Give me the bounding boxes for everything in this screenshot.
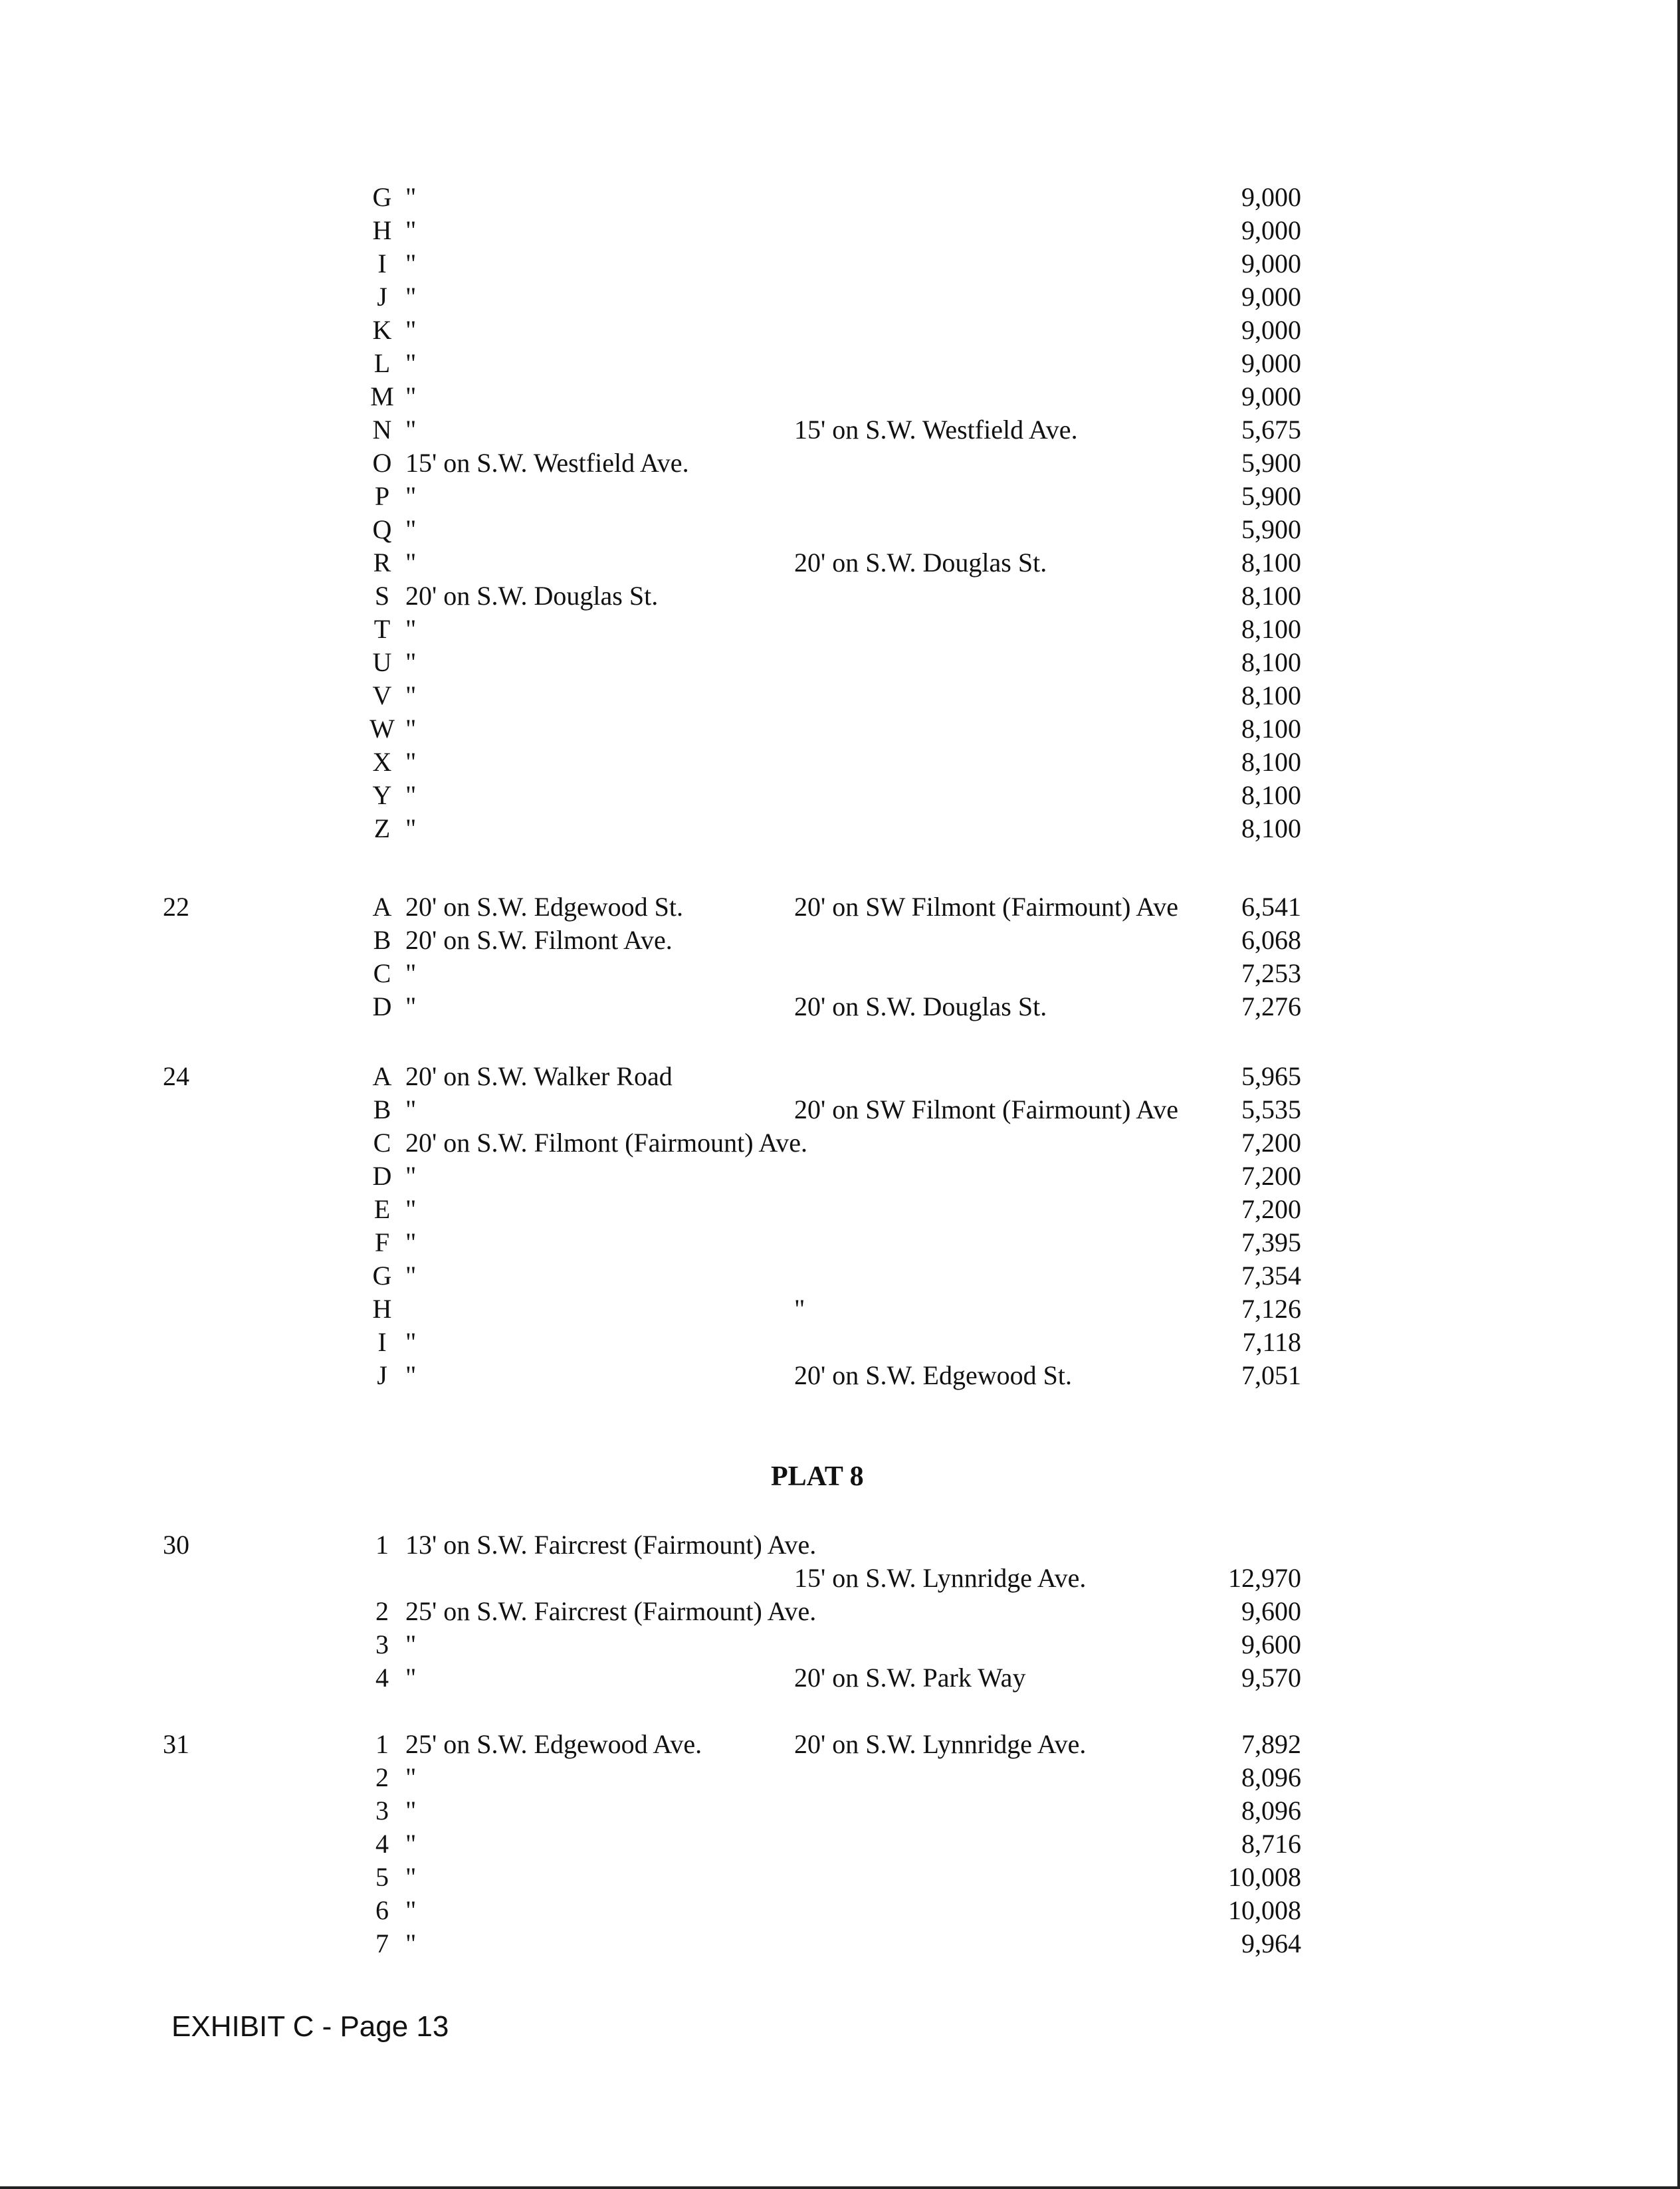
frontage-primary: "	[405, 680, 417, 710]
frontage-primary: "	[405, 1227, 417, 1257]
frontage-secondary: 20' on S.W. Lynnridge Ave.	[794, 1729, 1087, 1759]
table-row	[0, 1927, 1680, 1960]
frontage-primary: "	[405, 415, 417, 445]
lot-id: P	[374, 481, 390, 511]
frontage-primary: 20' on S.W. Walker Road	[405, 1061, 673, 1091]
lot-id: Q	[372, 514, 392, 544]
frontage-primary: 20' on S.W. Douglas St.	[405, 581, 659, 611]
table-row	[0, 1595, 1680, 1628]
lot-id: H	[372, 215, 392, 245]
table-row	[0, 712, 1680, 746]
lot-id: J	[377, 1360, 387, 1390]
frontage-secondary: 20' on SW Filmont (Fairmount) Ave	[794, 1094, 1178, 1124]
lot-id: 2	[375, 1762, 389, 1792]
table-row	[0, 924, 1680, 957]
lot-id: V	[372, 680, 392, 710]
frontage-primary: 25' on S.W. Faircrest (Fairmount) Ave.	[405, 1596, 817, 1626]
lot-id: M	[370, 381, 394, 411]
lot-area: 5,900	[1241, 514, 1301, 544]
frontage-primary: "	[405, 647, 417, 677]
block-number: 30	[163, 1530, 189, 1560]
lot-area: 9,000	[1241, 282, 1301, 312]
lot-area: 7,200	[1241, 1194, 1301, 1224]
table-row	[0, 679, 1680, 712]
lot-area: 5,675	[1241, 415, 1301, 445]
table-row	[0, 314, 1680, 347]
block-number: 31	[163, 1729, 189, 1759]
frontage-secondary: 20' on S.W. Douglas St.	[794, 991, 1047, 1021]
frontage-primary: "	[405, 1194, 417, 1224]
lot-area: 7,200	[1241, 1128, 1301, 1158]
frontage-primary: "	[405, 1895, 417, 1925]
lot-id: E	[373, 1194, 391, 1224]
lot-area: 7,253	[1241, 958, 1301, 988]
lot-id: B	[373, 925, 391, 955]
lot-area: 5,900	[1241, 481, 1301, 511]
table-row	[0, 1060, 1680, 1093]
lot-id: A	[372, 1061, 392, 1091]
frontage-primary: "	[405, 182, 417, 212]
lot-id: J	[377, 282, 387, 312]
lot-area: 12,970	[1228, 1563, 1301, 1593]
lot-id: Z	[373, 813, 391, 843]
lot-area: 9,000	[1241, 182, 1301, 212]
lot-area: 9,600	[1241, 1629, 1301, 1659]
table-row	[0, 779, 1680, 812]
lot-id: K	[372, 315, 392, 345]
table-row	[0, 280, 1680, 314]
lot-id: C	[373, 1128, 391, 1158]
lot-id: W	[369, 714, 395, 744]
frontage-primary: "	[405, 1796, 417, 1825]
frontage-secondary: 15' on S.W. Westfield Ave.	[794, 415, 1078, 445]
lot-id: F	[374, 1227, 390, 1257]
table-row	[0, 347, 1680, 380]
frontage-primary: 13' on S.W. Faircrest (Fairmount) Ave.	[405, 1530, 817, 1560]
lot-id: G	[372, 182, 392, 212]
lot-area: 7,118	[1242, 1327, 1301, 1357]
frontage-primary: "	[405, 747, 417, 777]
lot-area: 8,100	[1241, 680, 1301, 710]
table-row	[0, 1528, 1680, 1562]
lot-area: 9,000	[1241, 315, 1301, 345]
lot-id: I	[377, 1327, 387, 1357]
lot-area: 8,100	[1241, 647, 1301, 677]
lot-id: 1	[375, 1729, 389, 1759]
lot-area: 9,000	[1241, 215, 1301, 245]
frontage-primary: "	[405, 315, 417, 345]
frontage-primary: "	[405, 1663, 417, 1693]
frontage-primary: "	[405, 1928, 417, 1958]
block-number: 24	[163, 1061, 189, 1091]
frontage-primary: "	[405, 249, 417, 278]
lot-area: 8,100	[1241, 747, 1301, 777]
table-row	[0, 1226, 1680, 1259]
table-row	[0, 181, 1680, 214]
frontage-primary: "	[405, 215, 417, 245]
lot-id: B	[373, 1094, 391, 1124]
lot-area: 7,354	[1241, 1261, 1301, 1291]
lot-area: 8,096	[1241, 1796, 1301, 1825]
lot-area: 9,570	[1241, 1663, 1301, 1693]
lot-area: 10,008	[1228, 1895, 1301, 1925]
lot-id: A	[372, 892, 392, 922]
frontage-primary: "	[405, 1629, 417, 1659]
lot-area: 8,096	[1241, 1762, 1301, 1792]
frontage-secondary: 20' on S.W. Park Way	[794, 1663, 1026, 1693]
table-row	[0, 1628, 1680, 1661]
page-footer: EXHIBIT C - Page 13	[171, 2010, 449, 2043]
frontage-primary: "	[405, 548, 417, 577]
frontage-primary: "	[405, 381, 417, 411]
page-border-bottom	[0, 2186, 1680, 2189]
table-row	[0, 812, 1680, 845]
lot-area: 7,395	[1241, 1227, 1301, 1257]
table-row	[0, 513, 1680, 546]
lot-id: D	[372, 991, 392, 1021]
frontage-primary: 20' on S.W. Edgewood St.	[405, 892, 683, 922]
lot-area: 7,892	[1241, 1729, 1301, 1759]
lot-id: 3	[375, 1796, 389, 1825]
lot-area: 7,126	[1241, 1294, 1301, 1324]
frontage-primary: "	[405, 1327, 417, 1357]
lot-id: 2	[375, 1596, 389, 1626]
frontage-primary: 25' on S.W. Edgewood Ave.	[405, 1729, 702, 1759]
frontage-primary: "	[405, 1360, 417, 1390]
block-number: 22	[163, 892, 189, 922]
frontage-primary: "	[405, 481, 417, 511]
lot-area: 8,100	[1241, 548, 1301, 577]
table-row	[0, 413, 1680, 447]
frontage-primary: "	[405, 958, 417, 988]
lot-id: S	[374, 581, 390, 611]
table-row	[0, 1093, 1680, 1126]
table-row	[0, 1827, 1680, 1861]
table-row	[0, 1259, 1680, 1293]
lot-id: D	[372, 1161, 392, 1191]
lot-area: 8,100	[1241, 614, 1301, 644]
lot-area: 6,541	[1241, 892, 1301, 922]
lot-area: 8,100	[1241, 581, 1301, 611]
lot-id: 4	[375, 1663, 389, 1693]
lot-area: 8,716	[1241, 1829, 1301, 1859]
lot-id: G	[372, 1261, 392, 1291]
table-row	[0, 613, 1680, 646]
table-row	[0, 380, 1680, 413]
lot-id: H	[372, 1294, 392, 1324]
table-row	[0, 214, 1680, 247]
lot-id: U	[372, 647, 392, 677]
frontage-primary: "	[405, 282, 417, 312]
lot-area: 5,900	[1241, 448, 1301, 478]
lot-area: 5,535	[1241, 1094, 1301, 1124]
lot-area: 7,200	[1241, 1161, 1301, 1191]
frontage-secondary: 20' on S.W. Edgewood St.	[794, 1360, 1072, 1390]
frontage-primary: "	[405, 1862, 417, 1892]
lot-id: 1	[375, 1530, 389, 1560]
table-row	[0, 1160, 1680, 1193]
frontage-secondary: 20' on S.W. Douglas St.	[794, 548, 1047, 577]
lot-area: 8,100	[1241, 813, 1301, 843]
table-row	[0, 1661, 1680, 1695]
lot-area: 9,000	[1241, 249, 1301, 278]
table-row	[0, 1326, 1680, 1359]
table-row	[0, 1293, 1680, 1326]
frontage-secondary: "	[794, 1294, 805, 1324]
frontage-primary: 20' on S.W. Filmont (Fairmount) Ave.	[405, 1128, 807, 1158]
frontage-primary: "	[405, 1094, 417, 1124]
frontage-primary: "	[405, 714, 417, 744]
table-row	[0, 746, 1680, 779]
document-page: G " 9,000 H " 9,000 I " 9,000 J " 9,000 K " 9,000 L " 9,000 M " 9,000 N " 15' on S.W. Westfield Ave. 5,675 O 15' on S.W. Westfield Ave. 5,900 P " 5,900 Q " 5,900 R " 20' on S.W. Douglas St. 8,100 S 20' on S.W. Douglas St. 8,100 T " 8,100 U " 8,100 V " 8,100 W " 8,100 X " 8,100 Y " 8,100 Z " 8,100 22 A 20' on S.W. Edgewood St. 20' on SW Filmont (Fairmount) Ave 6,541 B 20' on S.W. Filmont Ave. 6,068 C " 7,253 D " 20' on S.W. Douglas St. 7,276 24 A 20' on S.W. Walker Road 5,965 B " 20' on SW Filmont (Fairmount) Ave 5,535 C 20' on S.W. Filmont (Fairmount) Ave. 7,200 D " 7,200 E " 7,200 F " 7,395 G " 7,354 H " 7,126 I " 7,118 J " 20' on S.W. Edgewood St. 7,051 30 1 13' on S.W. Faircrest (Fairmount) Ave. 15' on S.W. Lynnridge Ave. 12,970 2 25' on S.W. Faircrest (Fairmount) Ave. 9,600 3 " 9,600 4 " 20' on S.W. Park Way 9,570 31 1 25' on S.W. Edgewood Ave. 20' on S.W. Lynnridge Ave. 7,892 2 " 8,096 3 " 8,096 4 " 8,716 5 " 10,008 6 " 10,008 7 " 9,964 PLAT 8 EXHIBIT C - Page 13	[0, 0, 1680, 2189]
frontage-primary: "	[405, 1762, 417, 1792]
lot-id: 3	[375, 1629, 389, 1659]
table-row	[0, 1761, 1680, 1794]
lot-area: 9,000	[1241, 381, 1301, 411]
frontage-primary: "	[405, 614, 417, 644]
table-row	[0, 990, 1680, 1023]
table-row	[0, 1728, 1680, 1761]
lot-area: 7,276	[1241, 991, 1301, 1021]
lot-area: 6,068	[1241, 925, 1301, 955]
frontage-primary: "	[405, 1261, 417, 1291]
table-row	[0, 447, 1680, 480]
lot-id: 6	[375, 1895, 389, 1925]
table-row	[0, 1193, 1680, 1226]
frontage-primary: "	[405, 348, 417, 378]
lot-area: 9,600	[1241, 1596, 1301, 1626]
lot-id: 4	[375, 1829, 389, 1859]
page-border-right	[1677, 0, 1680, 2189]
lot-id: I	[377, 249, 387, 278]
frontage-primary: 20' on S.W. Filmont Ave.	[405, 925, 673, 955]
lot-id: X	[372, 747, 392, 777]
lot-id: O	[372, 448, 392, 478]
table-row	[0, 546, 1680, 579]
table-row	[0, 1861, 1680, 1894]
table-row	[0, 480, 1680, 513]
frontage-primary: "	[405, 780, 417, 810]
table-row	[0, 1126, 1680, 1160]
table-row	[0, 247, 1680, 280]
lot-area: 8,100	[1241, 714, 1301, 744]
table-row	[0, 1562, 1680, 1595]
table-row	[0, 579, 1680, 613]
frontage-secondary: 15' on S.W. Lynnridge Ave.	[794, 1563, 1087, 1593]
table-row	[0, 957, 1680, 990]
table-row	[0, 890, 1680, 924]
table-row	[0, 646, 1680, 679]
frontage-primary: 15' on S.W. Westfield Ave.	[405, 448, 689, 478]
lot-id: 5	[375, 1862, 389, 1892]
lot-id: R	[373, 548, 391, 577]
lot-id: C	[373, 958, 391, 988]
table-row	[0, 1794, 1680, 1827]
lot-area: 9,000	[1241, 348, 1301, 378]
table-row	[0, 1894, 1680, 1927]
lot-id: Y	[372, 780, 392, 810]
lot-id: L	[373, 348, 391, 378]
frontage-primary: "	[405, 813, 417, 843]
frontage-primary: "	[405, 514, 417, 544]
frontage-secondary: 20' on SW Filmont (Fairmount) Ave	[794, 892, 1178, 922]
frontage-primary: "	[405, 1829, 417, 1859]
frontage-primary: "	[405, 1161, 417, 1191]
lot-id: N	[372, 415, 392, 445]
lot-area: 8,100	[1241, 780, 1301, 810]
lot-area: 7,051	[1241, 1360, 1301, 1390]
table-row	[0, 1359, 1680, 1392]
lot-id: T	[373, 614, 391, 644]
lot-id: 7	[375, 1928, 389, 1958]
lot-area: 9,964	[1241, 1928, 1301, 1958]
lot-area: 10,008	[1228, 1862, 1301, 1892]
lot-area: 5,965	[1241, 1061, 1301, 1091]
frontage-primary: "	[405, 991, 417, 1021]
